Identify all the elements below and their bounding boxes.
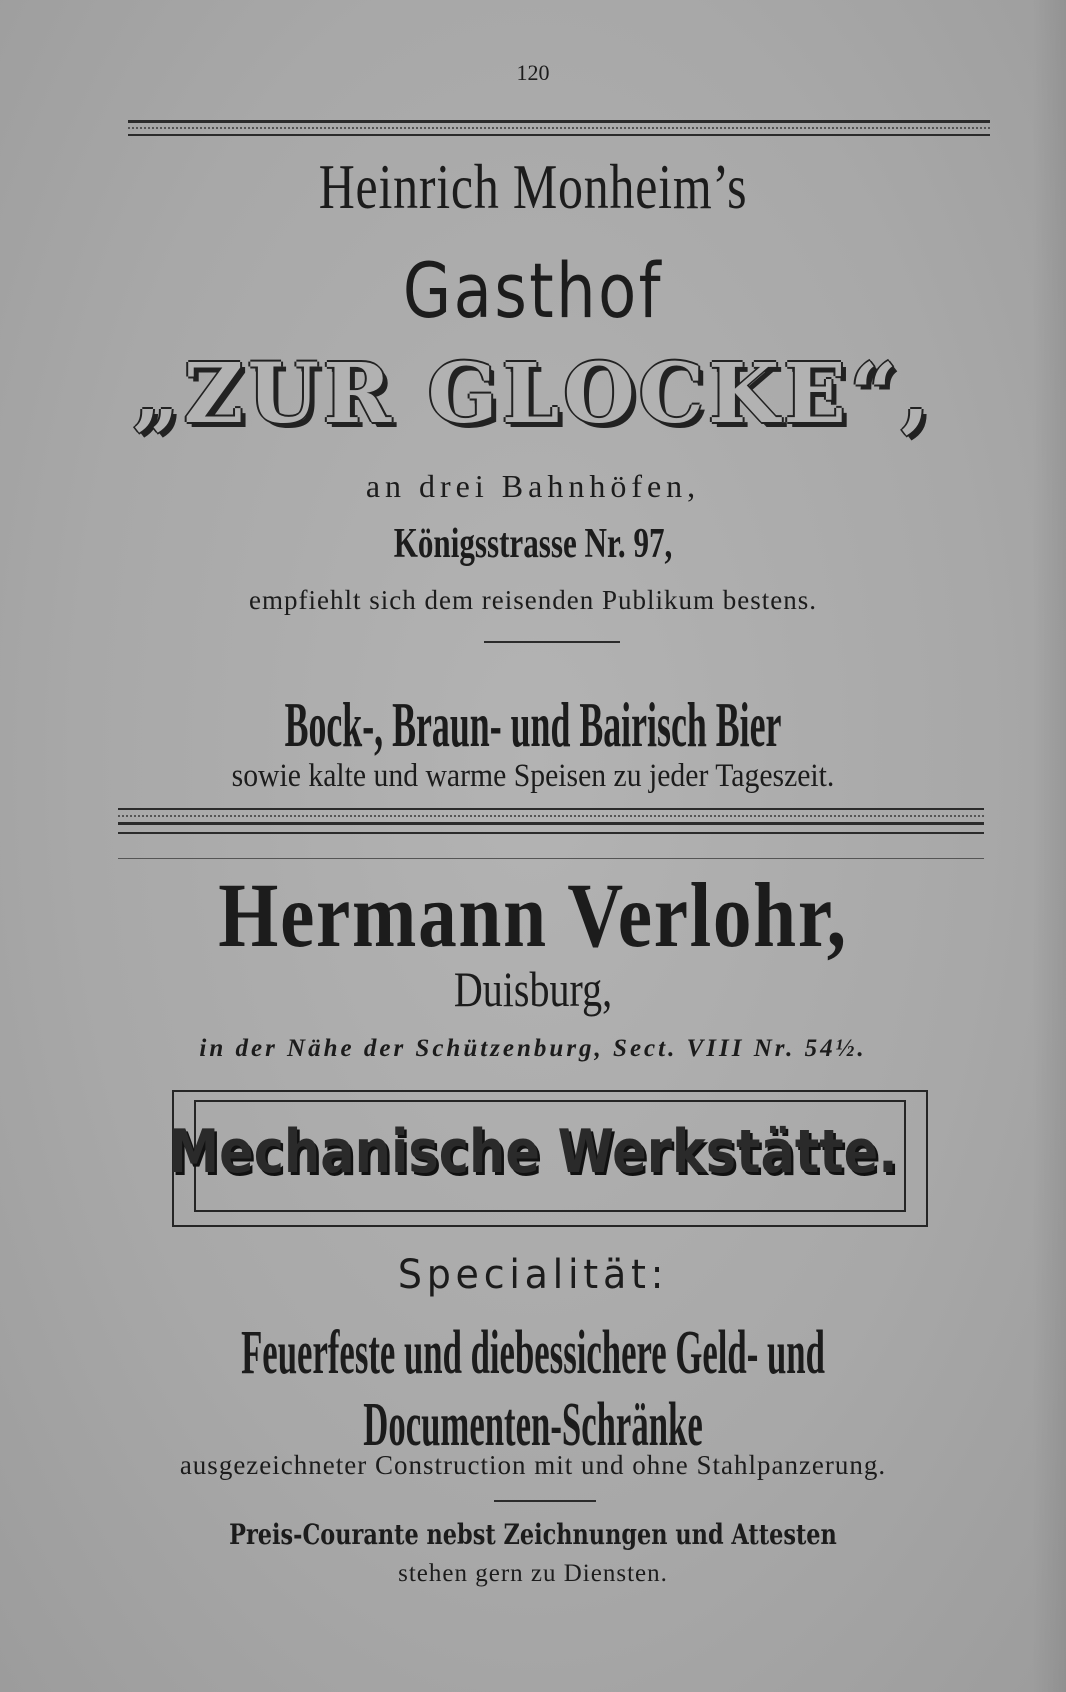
ad2-short-divider xyxy=(494,1500,596,1502)
ad1-proprietor: Heinrich Monheim’s xyxy=(318,151,748,222)
middle-rule-dotted xyxy=(118,815,984,817)
ad2-construction: ausgezeichneter Construction mit und ohne Stahlpanzerung. xyxy=(179,1450,887,1480)
ad1-inn-name: „ZUR GLOCKE“, xyxy=(132,346,934,442)
ad2-special-line2: Documenten-Schränke xyxy=(363,1391,703,1459)
ad2-name: Hermann Verlohr, xyxy=(218,864,848,966)
middle-rule-2 xyxy=(118,822,984,825)
page-number: 120 xyxy=(516,60,550,85)
ad1-address: Königsstrasse Nr. 97, xyxy=(393,521,673,567)
middle-rule-4 xyxy=(118,858,984,859)
ad2-workshop-title: Mechanische Werkstätte. xyxy=(168,1117,898,1187)
ad2-location: in der Nähe der Schützenburg, Sect. VIII Nr. 54½. xyxy=(199,1035,867,1062)
ad1-beer: Bock-, Braun- und Bairisch Bier xyxy=(284,689,782,760)
top-rule-thick xyxy=(128,120,990,123)
middle-rule-3 xyxy=(118,832,984,834)
ad2-price-list: Preis-Courante nebst Zeichnungen und Attesten xyxy=(229,1518,837,1551)
ad1-gasthof: Gasthof xyxy=(402,246,664,335)
ad2-special-heading: Specialität: xyxy=(397,1252,669,1298)
ad1-short-divider xyxy=(484,641,620,643)
top-rule-dotted xyxy=(128,127,990,129)
ad1-food: sowie kalte und warme Speisen zu jeder Tageszeit. xyxy=(231,758,835,794)
ad1-location: an drei Bahnhöfen, xyxy=(365,468,701,504)
ad1-recommendation: empfiehlt sich dem reisenden Publikum bestens. xyxy=(249,585,817,615)
ad2-special-line1: Feuerfeste und diebessichere Geld- und xyxy=(241,1319,825,1387)
ad2-city: Duisburg, xyxy=(453,961,613,1017)
middle-rule-1 xyxy=(118,808,984,810)
top-rule-thin xyxy=(128,134,990,136)
ad2-service: stehen gern zu Diensten. xyxy=(398,1560,668,1587)
